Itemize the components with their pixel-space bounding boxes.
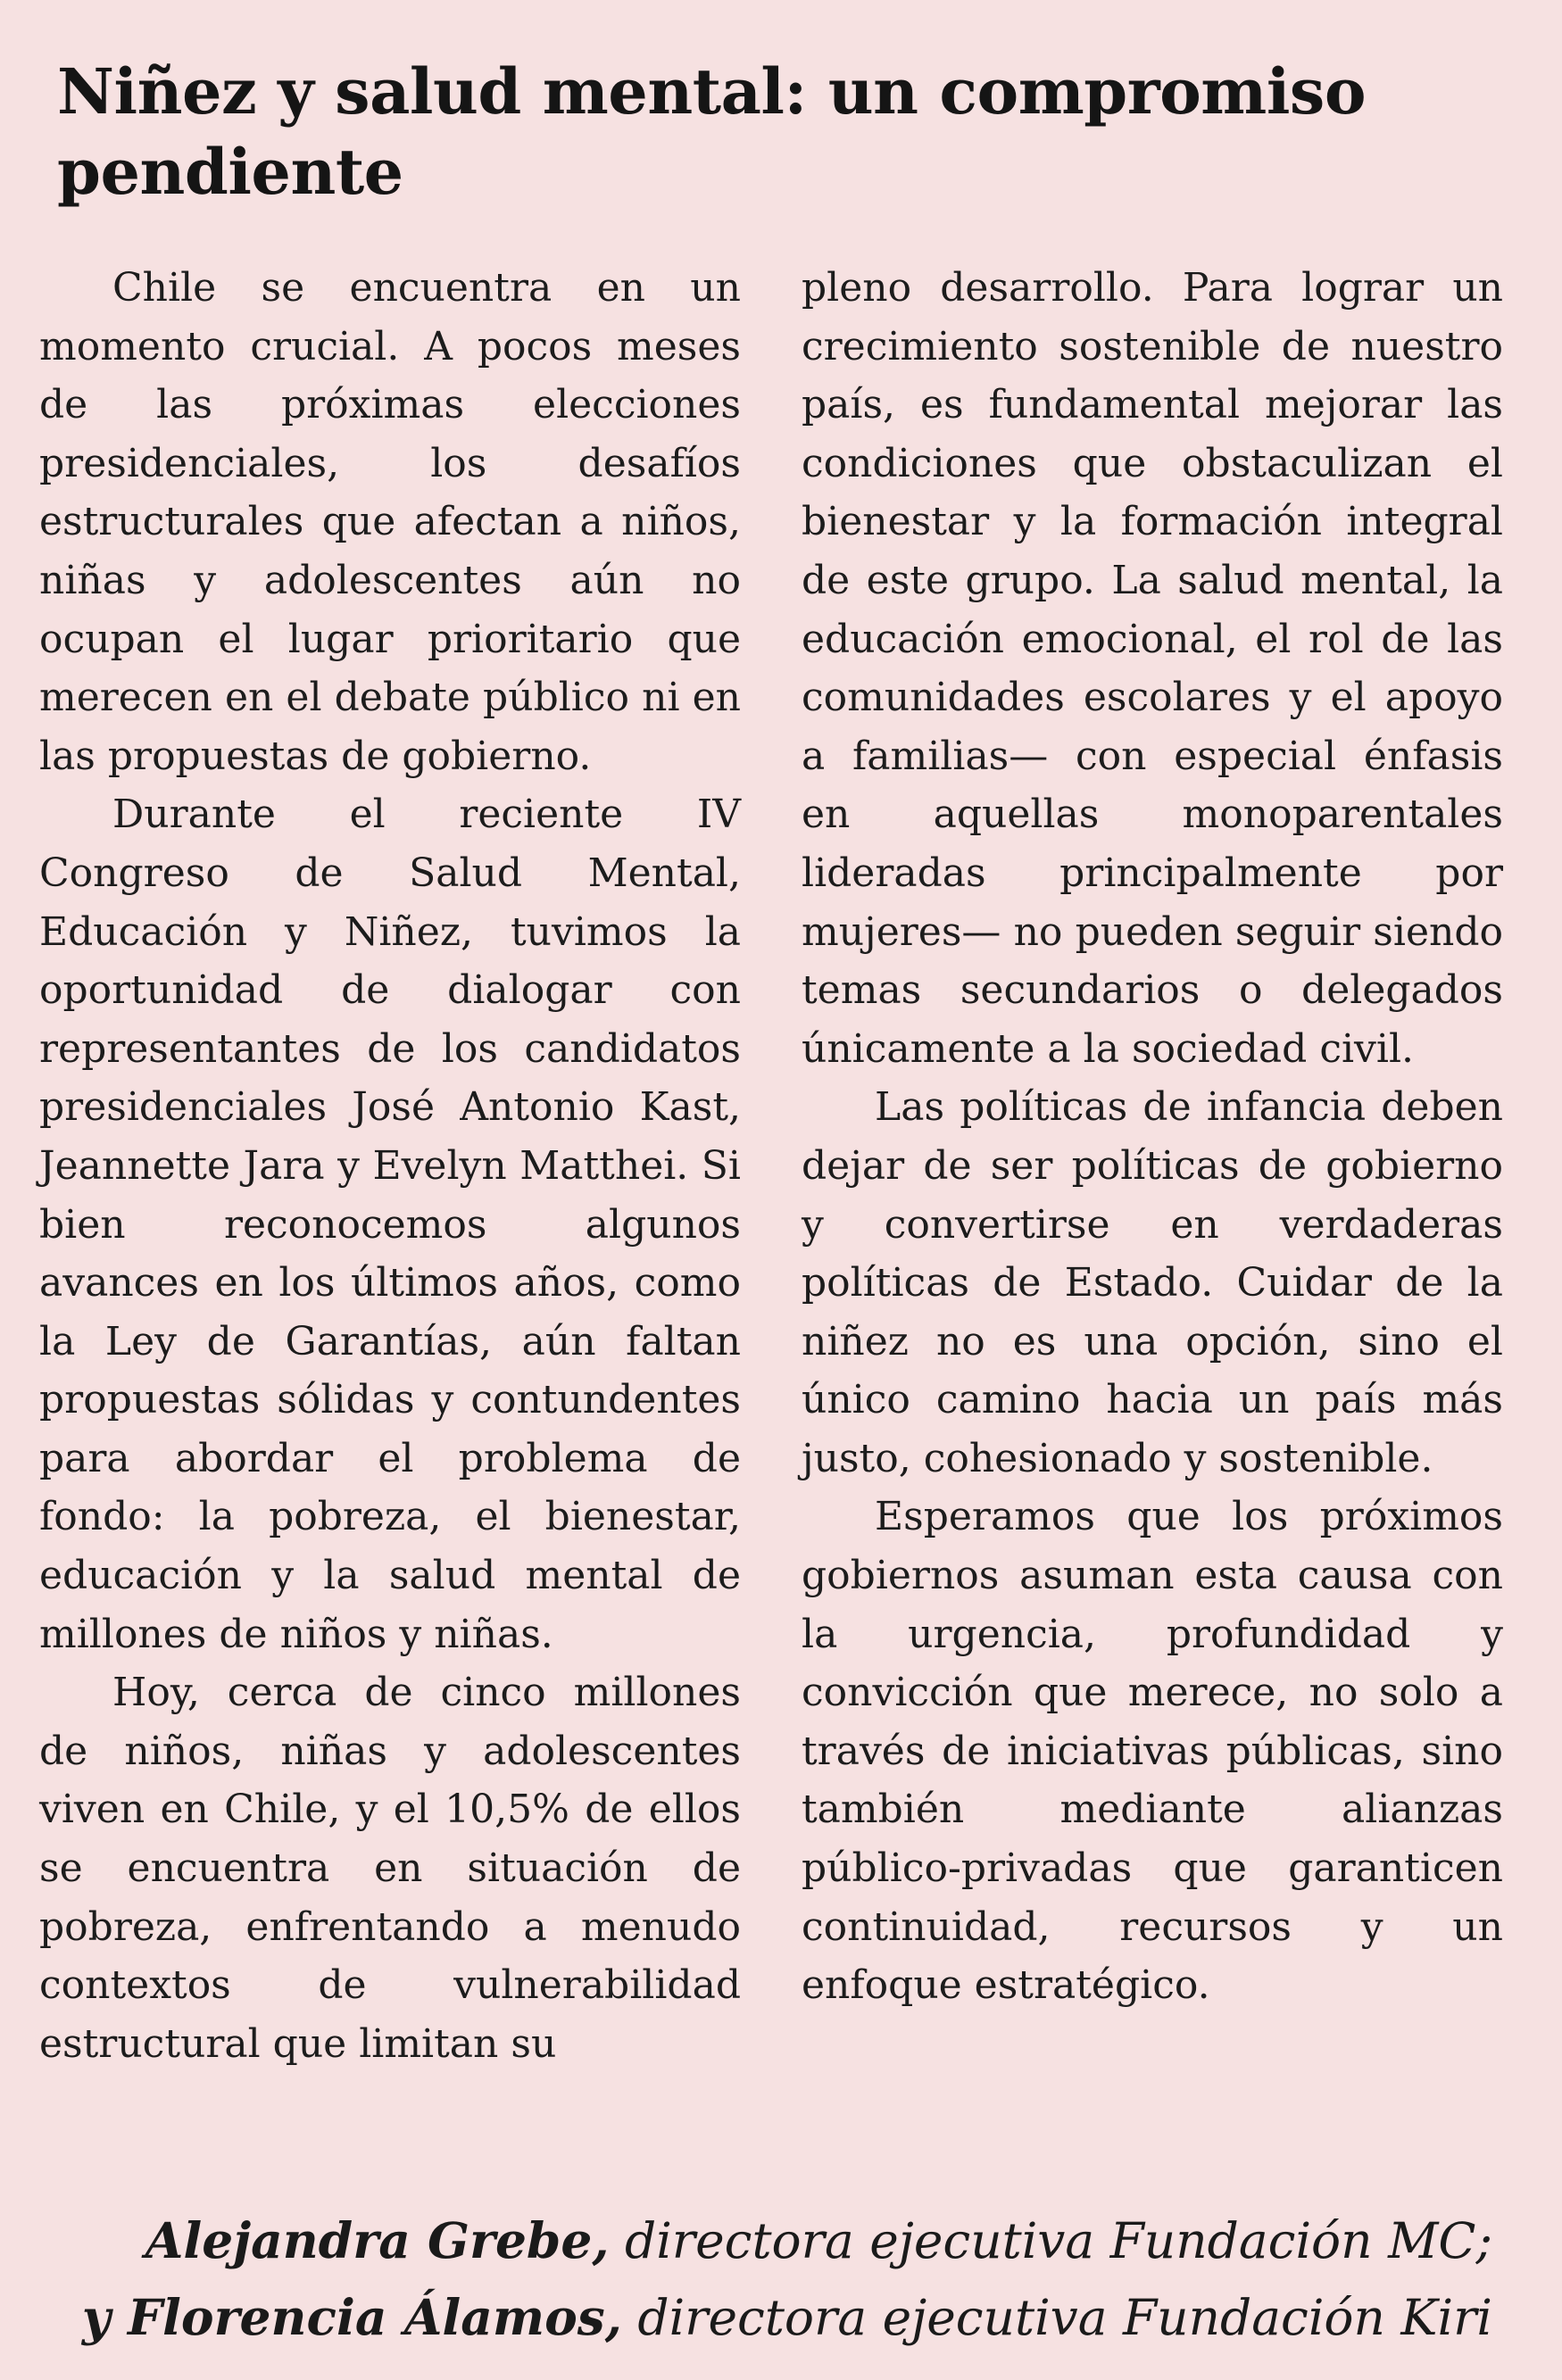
paragraph: Esperamos que los próximos gobiernos asuman esta causa con la urgencia, profundidad y convicción que merece, no solo a través de iniciativas públicas, sino también mediante alianzas público-privadas que garanticen continuidad, recursos y un enfoque estratégico. xyxy=(802,1494,1503,2009)
paragraph: Chile se encuentra en un momento crucial. A pocos meses de las próximas elecciones presidenciales, los desafíos estructurales que afectan a niños, niñas y adolescentes aún no ocupan el lugar prioritario que merecen en el debate público ni en las propuestas de gobierno. xyxy=(39,265,741,779)
author-name: Florencia Álamos, xyxy=(127,2288,622,2346)
author-role: directora ejecutiva Fundación Kiri xyxy=(621,2289,1492,2346)
paragraph-continuation: pleno desarrollo. Para lograr un crecimiento sostenible de nuestro país, es fundamental mejorar las condiciones que obstaculizan el bienestar y la formación integral de este grupo. La salud mental, la educación emocional, el rol de las comunidades escolares y el apoyo a familias— con especial énfasis en aquellas monoparentales lideradas principalmente por mujeres— no pueden seguir siendo temas secundarios o delegados únicamente a la sociedad civil. xyxy=(802,265,1503,1072)
paragraph: Durante el reciente IV Congreso de Salud Mental, Educación y Niñez, tuvimos la oportunidad de dialogar con representantes de los candidatos presidenciales José Antonio Kast, Jeannette Jara y Evelyn Matthei. Si bien reconocemos algunos avances en los últimos años, como la Ley de Garantías, aún faltan propuestas sólidas y contundentes para abordar el problema de fondo: la pobreza, el bienestar, educación y la salud mental de millones de niños y niñas. xyxy=(39,792,741,1657)
author-role: directora ejecutiva Fundación MC; xyxy=(609,2212,1492,2269)
byline xyxy=(29,2202,1492,2356)
author-name: Alejandra Grebe, xyxy=(145,2211,610,2269)
byline-line-1 xyxy=(29,2202,1492,2279)
paragraph: Las políticas de infancia deben dejar de ser políticas de gobierno y convertirse en verdaderas políticas de Estado. Cuidar de la niñez no es una opción, sino el único camino hacia un país más justo, cohesionado y sostenible. xyxy=(802,1084,1503,1481)
author-connector: y xyxy=(81,2288,128,2346)
paragraph: Hoy, cerca de cinco millones de niños, niñas y adolescentes viven en Chile, y el 10,5% de ellos se encuentra en situación de pobreza, enfrentando a menudo contextos de vulnerabilidad estructural que limitan su xyxy=(39,1670,741,2067)
article-title: Niñez y salud mental: un compromiso pendiente xyxy=(57,54,1367,209)
right-column xyxy=(802,259,1503,2015)
left-column xyxy=(39,259,741,2073)
byline-line-2 xyxy=(29,2279,1492,2356)
